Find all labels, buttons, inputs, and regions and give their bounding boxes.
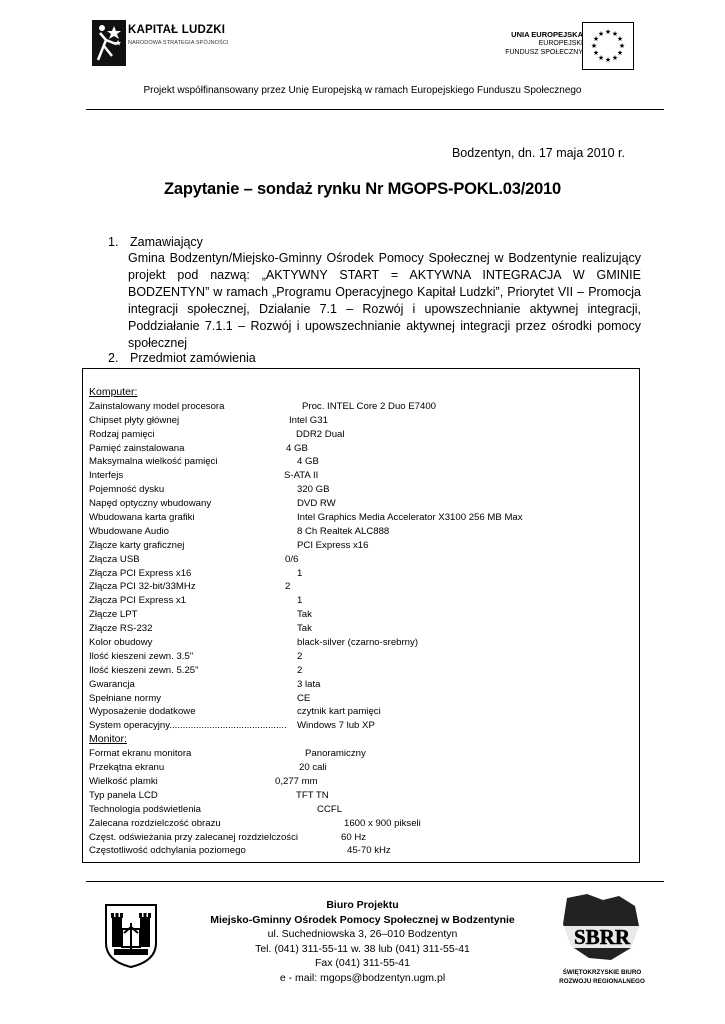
footer-divider <box>86 881 664 882</box>
computer-row <box>89 692 311 706</box>
svg-text:★: ★ <box>597 54 605 62</box>
sbrr-line2: ROZWOJU REGIONALNEGO <box>559 978 645 985</box>
computer-label: Pojemność dysku <box>89 484 165 496</box>
footer-phone: Tel. (041) 311-55-11 w. 38 lub (041) 311-55-41 <box>255 942 470 955</box>
computer-row <box>89 608 312 622</box>
computer-label: Złącze RS-232 <box>89 623 153 635</box>
computer-row <box>89 497 336 511</box>
monitor-label: Typ panela LCD <box>89 789 158 801</box>
monitor-row <box>89 817 421 831</box>
section2-number: 2. <box>108 351 119 365</box>
monitor-label: Przekątna ekranu <box>89 762 165 774</box>
computer-value: 2 <box>285 581 291 593</box>
computer-value: 4 GB <box>286 442 308 454</box>
eu-label <box>505 30 583 57</box>
computer-label: Interfejs <box>89 470 124 482</box>
sbrr-logo <box>553 888 651 986</box>
kapital-ludzki-subtitle: NARODOWA STRATEGIA SPÓJNOŚCI <box>128 40 229 46</box>
eu-flag-icon <box>582 22 634 70</box>
monitor-value: 60 Hz <box>341 831 367 843</box>
computer-spec-rows <box>89 400 523 733</box>
computer-value: Tak <box>297 609 312 621</box>
computer-heading: Komputer: <box>89 386 138 398</box>
computer-value: Tak <box>297 623 312 635</box>
footer-title: Biuro Projektu <box>326 899 399 911</box>
svg-text:★: ★ <box>611 30 619 38</box>
monitor-value: Panoramiczny <box>305 748 366 760</box>
computer-label: Złącza PCI Express x16 <box>89 567 192 579</box>
computer-row <box>89 428 345 442</box>
monitor-value: 0,277 mm <box>275 775 318 787</box>
computer-label: Chipset płyty głównej <box>89 414 180 426</box>
computer-value: 1 <box>297 595 303 607</box>
monitor-row <box>89 831 367 845</box>
computer-row <box>89 664 303 678</box>
sbrr-map-icon <box>553 888 651 986</box>
computer-label: System operacyjny............................................ <box>89 720 287 732</box>
svg-text:★: ★ <box>592 35 600 43</box>
computer-row <box>89 553 299 567</box>
section1-title: Zamawiający <box>130 235 203 249</box>
computer-label: Złącza PCI 32-bit/33MHz <box>89 581 196 593</box>
computer-label: Złącza PCI Express x1 <box>89 595 187 607</box>
svg-text:★: ★ <box>597 30 605 38</box>
computer-row <box>89 636 419 650</box>
computer-row <box>89 678 321 692</box>
footer-fax: Fax (041) 311-55-41 <box>315 957 410 969</box>
monitor-heading: Monitor: <box>89 733 127 746</box>
computer-row <box>89 442 308 456</box>
computer-label: Gwarancja <box>89 678 135 690</box>
svg-text:★: ★ <box>604 28 612 36</box>
computer-label: Zainstalowany model procesora <box>89 400 225 412</box>
computer-row <box>89 525 390 539</box>
monitor-spec-rows <box>89 747 421 858</box>
computer-label: Złącze karty graficznej <box>89 539 185 551</box>
computer-value: CE <box>297 692 311 704</box>
monitor-label: Format ekranu monitora <box>89 748 192 760</box>
section1-heading <box>108 235 203 249</box>
monitor-value: TFT TN <box>296 789 329 801</box>
computer-value: DDR2 Dual <box>296 428 345 440</box>
eu-line2: EUROPEJSKI <box>538 40 583 47</box>
computer-value: black-silver (czarno-srebrny) <box>297 637 419 649</box>
monitor-row <box>89 789 329 803</box>
computer-label: Spełniane normy <box>89 692 161 704</box>
eu-line3: FUNDUSZ SPOŁECZNY <box>505 49 583 56</box>
svg-text:★: ★ <box>616 35 624 43</box>
monitor-value: 1600 x 900 pikseli <box>344 817 421 829</box>
computer-row <box>89 455 319 469</box>
computer-row <box>89 400 437 414</box>
computer-value: 320 GB <box>297 484 330 496</box>
place-date: Bodzentyn, dn. 17 maja 2010 r. <box>451 146 625 160</box>
computer-label: Złącze LPT <box>89 609 138 621</box>
page-title: Zapytanie – sondaż rynku Nr MGOPS-POKL.03/2010 <box>163 180 561 198</box>
computer-row <box>89 567 303 581</box>
monitor-label: Wielkość plamki <box>89 775 158 787</box>
svg-text:★: ★ <box>616 49 624 57</box>
computer-label: Wbudowane Audio <box>89 525 170 537</box>
monitor-value: 20 cali <box>299 762 327 774</box>
computer-value: Proc. INTEL Core 2 Duo E7400 <box>302 400 437 412</box>
monitor-row <box>89 844 391 858</box>
computer-value: Intel Graphics Media Accelerator X3100 256 MB Max <box>297 512 523 524</box>
computer-value: 8 Ch Realtek ALC888 <box>297 525 390 537</box>
computer-label: Napęd optyczny wbudowany <box>89 498 212 510</box>
svg-text:★: ★ <box>611 54 619 62</box>
footer-address: ul. Suchedniowska 3, 26–010 Bodzentyn <box>267 928 458 940</box>
computer-label: Ilość kieszeni zewn. 5.25" <box>89 664 199 676</box>
computer-row <box>89 580 291 594</box>
computer-value: Intel G31 <box>289 414 328 426</box>
computer-value: 4 GB <box>297 456 319 468</box>
computer-row <box>89 483 330 497</box>
monitor-label: Zalecana rozdzielczość obrazu <box>89 817 221 829</box>
computer-value: 2 <box>297 664 303 676</box>
section2-heading <box>108 351 256 365</box>
computer-row <box>89 594 303 608</box>
computer-value: 2 <box>297 650 303 662</box>
section1-number: 1. <box>108 235 119 249</box>
computer-row <box>89 539 369 553</box>
kapital-ludzki-title: KAPITAŁ LUDZKI <box>128 24 226 36</box>
monitor-value: 45-70 kHz <box>347 845 391 857</box>
monitor-row <box>89 775 318 789</box>
computer-row <box>89 650 303 664</box>
computer-row <box>89 511 523 525</box>
computer-value: czytnik kart pamięci <box>297 706 381 718</box>
eu-line1: UNIA EUROPEJSKA <box>511 30 583 39</box>
cofinancing-note: Projekt współfinansowany przez Unię Europejską w ramach Europejskiego Funduszu Społecznego <box>143 85 582 96</box>
computer-label: Kolor obudowy <box>89 637 153 649</box>
computer-row <box>89 622 312 636</box>
section1-text: Gmina Bodzentyn/Miejsko-Gminny Ośrodek Pomocy Społecznej w Bodzentynie realizujący projekt pod nazwą: „AKTYWNY START = AKTYWNA INTEGRACJA W GMINIE BODZENTYN” w ramach „Programu Operacyjnego Kapitał Ludzki”, Priorytet VII – Promocja integracji społecznej, Działanie 7.1 – Rozwój i upowszechnianie aktywnej integracji, Poddziałanie 7.1.1 – Rozwój i upowszechnianie aktywnej integracji przez ośrodki pomocy społecznej <box>128 251 641 350</box>
computer-label: Wbudowana karta grafiki <box>89 512 195 524</box>
sbrr-line1: ŚWIĘTOKRZYSKIE BIURO <box>562 969 642 976</box>
monitor-value: CCFL <box>317 803 343 815</box>
computer-label: Pamięć zainstalowana <box>89 442 185 454</box>
computer-row <box>89 414 328 428</box>
footer-email: e - mail: mgops@bodzentyn.ugm.pl <box>279 971 446 984</box>
sbrr-abbr: SBRR <box>573 925 631 949</box>
svg-text:★: ★ <box>618 42 626 50</box>
monitor-label: Technologia podświetlenia <box>89 803 202 815</box>
monitor-label: Częst. odświeżania przy zalecanej rozdzielczości <box>89 831 299 843</box>
computer-row <box>89 705 381 719</box>
computer-value: Windows 7 lub XP <box>297 720 375 732</box>
spec-table <box>82 368 640 863</box>
monitor-row <box>89 803 343 817</box>
computer-row <box>89 719 375 733</box>
computer-value: PCI Express x16 <box>297 539 369 551</box>
svg-text:★: ★ <box>590 42 598 50</box>
kapital-ludzki-logo <box>92 20 242 70</box>
header-divider <box>86 109 664 110</box>
monitor-label: Częstotliwość odchylania poziomego <box>89 845 246 857</box>
monitor-row <box>89 761 327 775</box>
spec-list <box>89 386 523 858</box>
computer-value: S-ATA II <box>284 470 319 482</box>
computer-value: 0/6 <box>285 553 299 565</box>
computer-label: Wyposażenie dodatkowe <box>89 706 196 718</box>
computer-value: DVD RW <box>297 498 336 510</box>
section2-title: Przedmiot zamówienia <box>130 351 256 365</box>
svg-text:★: ★ <box>604 56 612 64</box>
monitor-row <box>89 747 366 761</box>
computer-label: Maksymalna wielkość pamięci <box>89 456 218 468</box>
footer-org: Miejsko-Gminny Ośrodek Pomocy Społecznej w Bodzentynie <box>210 913 515 926</box>
computer-label: Ilość kieszeni zewn. 3.5" <box>89 650 194 662</box>
kapital-ludzki-emblem-icon <box>92 20 126 66</box>
computer-label: Złącza USB <box>89 553 140 565</box>
computer-value: 1 <box>297 567 303 579</box>
svg-text:★: ★ <box>592 49 600 57</box>
computer-label: Rodzaj pamięci <box>89 428 155 440</box>
computer-value: 3 lata <box>297 678 321 690</box>
computer-row <box>89 469 319 483</box>
